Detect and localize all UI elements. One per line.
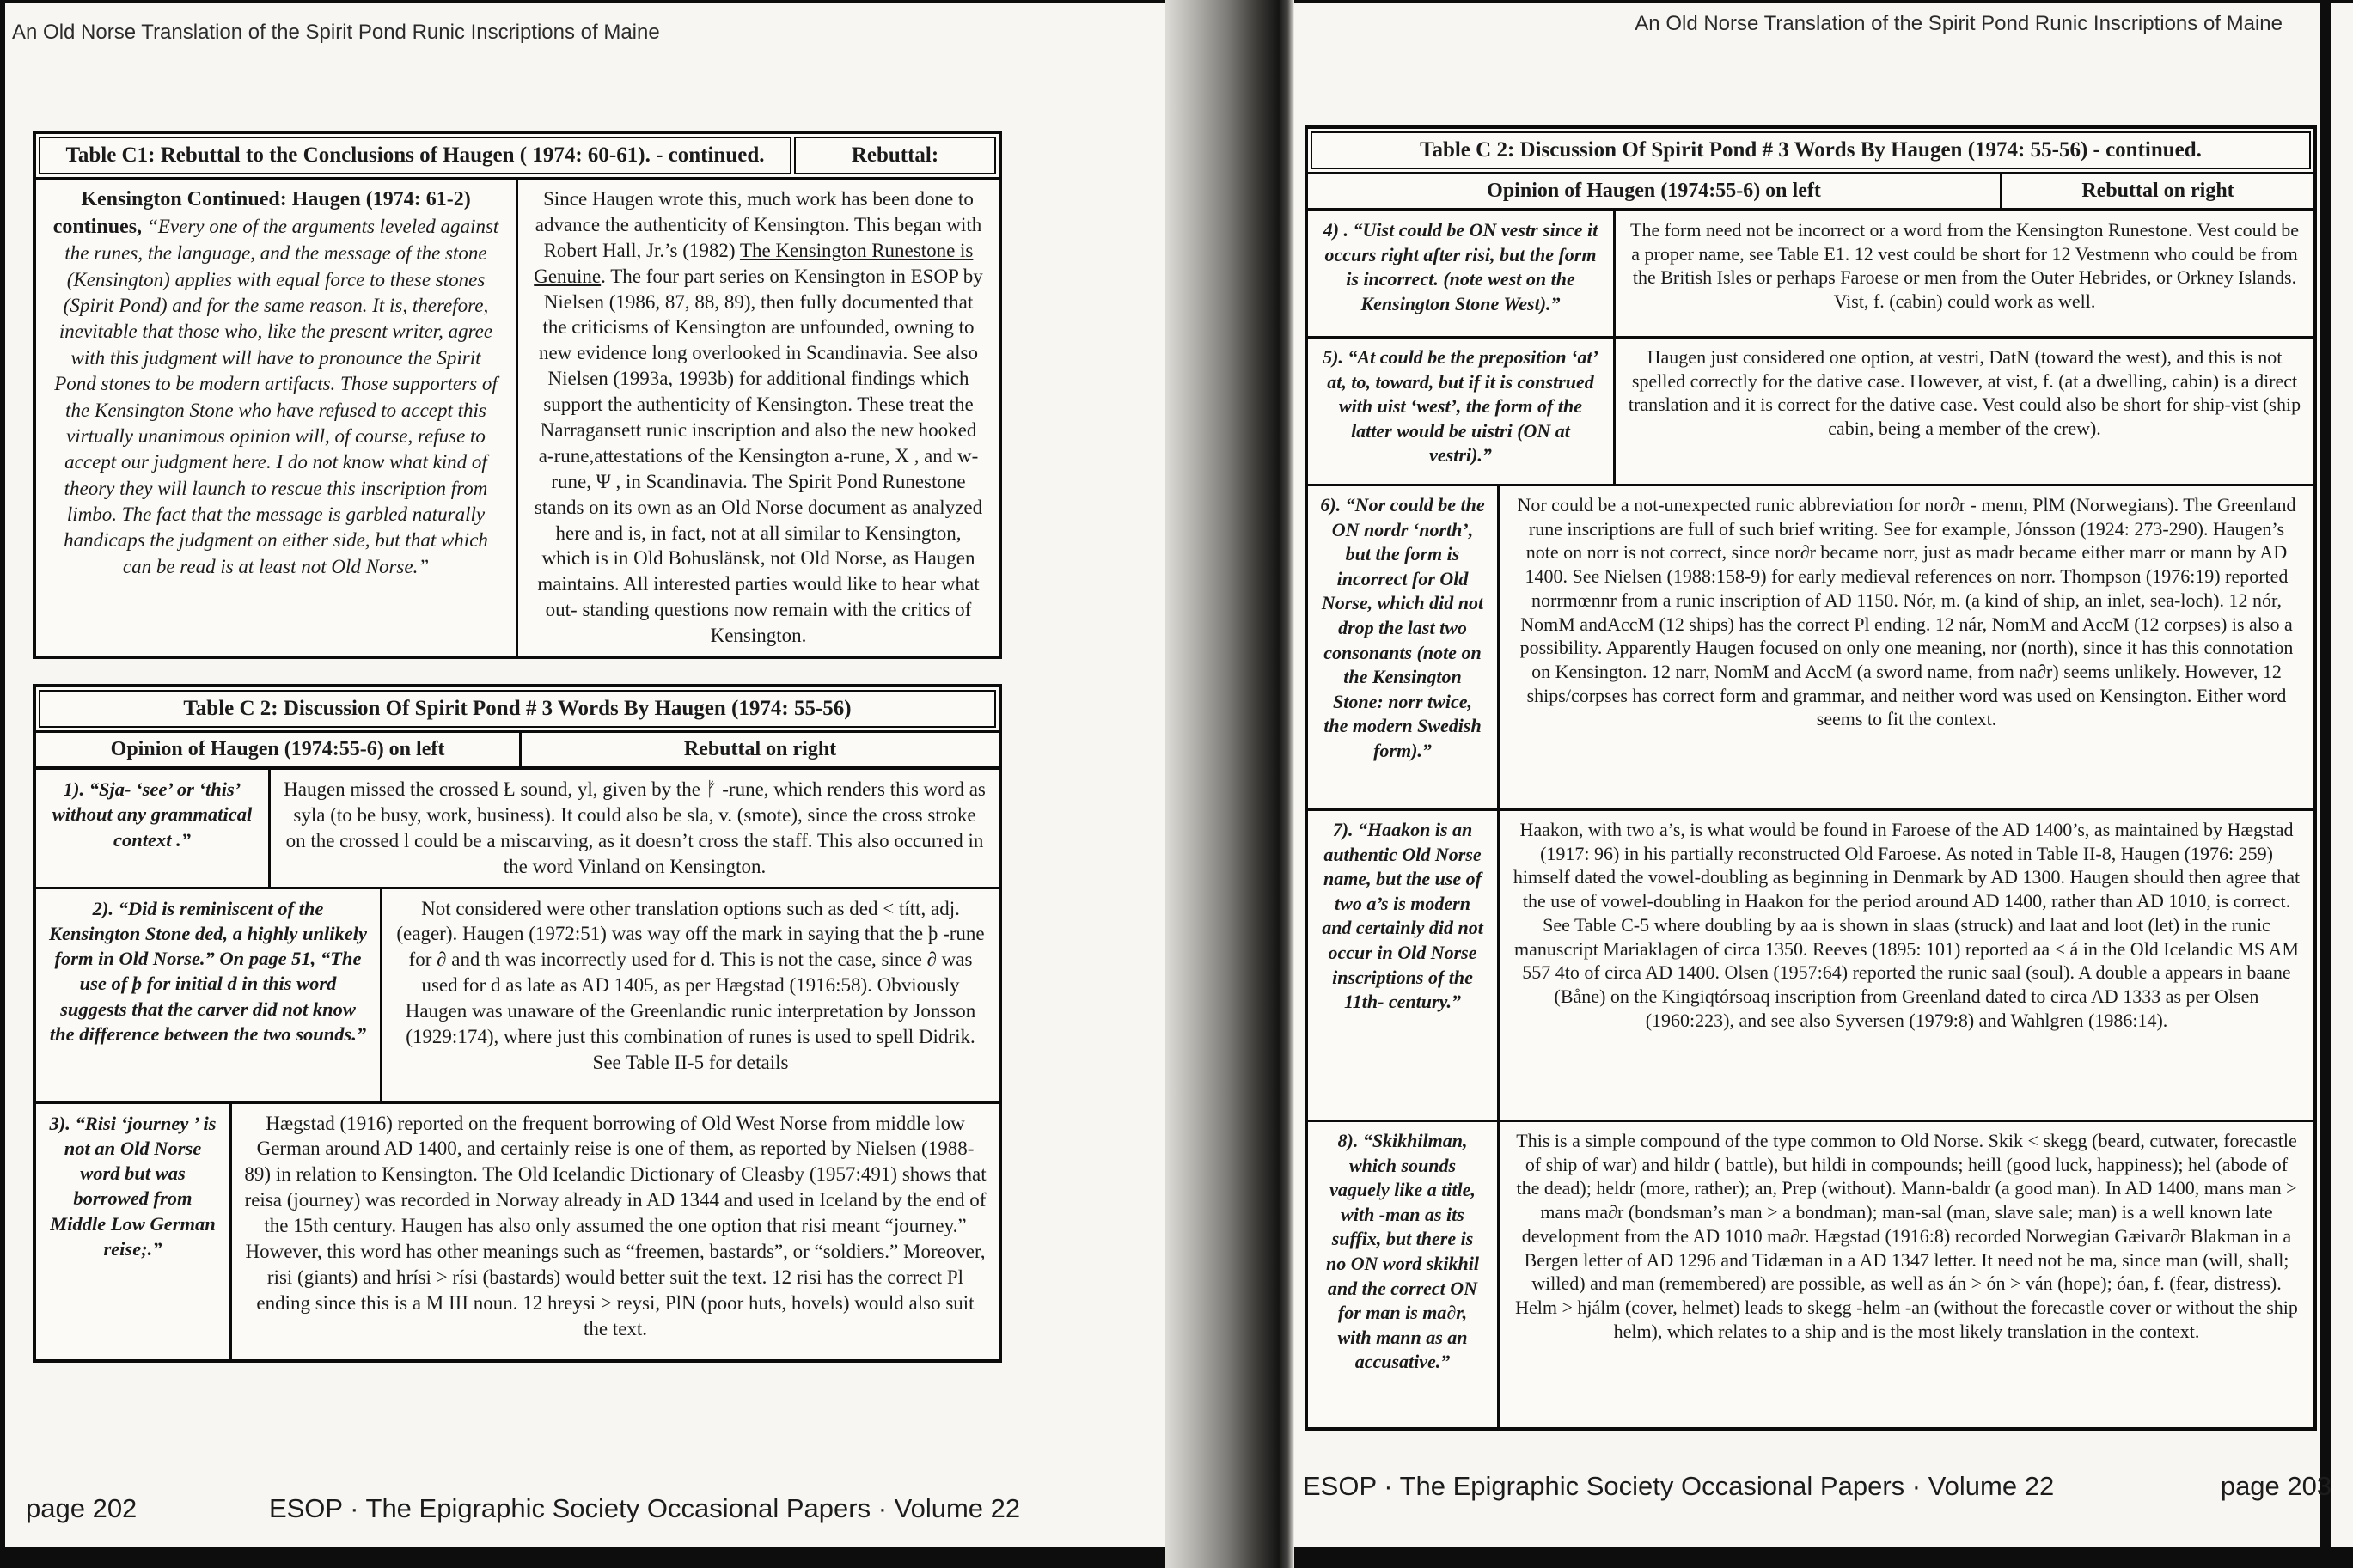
opinion-cell-5: 5). “At could be the preposition ‘at’ at, to, toward, but if it is construed with uist ‘west’, the form of the latter would be uistri (ON at vestri).” (1323, 346, 1598, 467)
opinion-cell-1: 1). “Sja- ‘see’ or ‘this’ without any grammatical context .” (52, 778, 253, 851)
table-c1-rebuttal-text-1: Since Haugen wrote this, much work has been done to advance the authenticity of Kensington. This began with Robert Hall, Jr.’s (1982) (535, 188, 982, 261)
opinion-cell-8: 8). “Skikhilman, which sounds vaguely like a title, with -man as its suffix, but there is no ON word skikhil and the correct ON for man is ma∂r, with mann as an accusative.” (1326, 1130, 1479, 1373)
running-head-right: An Old Norse Translation of the Spirit Pond Runic Inscriptions of Maine (1635, 12, 2283, 35)
opinion-cell-3: 3). “Risi ‘journey ’ is not an Old Norse word but was borrowed from Middle Low German reise;.” (49, 1112, 217, 1260)
table-row-1 (36, 770, 999, 887)
column-header-rebuttal: Rebuttal on right (519, 733, 999, 766)
rebuttal-cell-4: The form need not be incorrect or a word from the Kensington Runestone. Vest could be a proper name, see Table E1. 12 vest could be short for 12 Vestmenn who could be from the British Isles or perhaps Faroese or men from the Outer Hebrides, or Orkney Islands. Vist, f. (cabin) could work as well. (1613, 211, 2313, 336)
table-row-6 (1308, 484, 2313, 808)
table-c2-continued (1305, 125, 2317, 1431)
table-c2-left-subhead (36, 733, 999, 770)
table-c1-rebuttal-text-2: . The four part series on Kensington in ESOP by Nielsen (1986, 87, 88, 89), then fully documented that the criticisms of Kensington are unfounded, owning to new evidence long overlooked in Scandinavia. See also Nielsen (1993a, 1993b) for additional findings which support the authenticity of Kensington. These treat the Narragansett runic inscription and also the new hooked a-rune,attestations of the Kensington a-rune, X , and w-rune, Ψ , in Scandinavia. The Spirit Pond Runestone stands on its own as an Old Norse document as analyzed here and is, in fact, not at all similar to Kensington, which is in Old Bohuslänsk, not Old Norse, as Haugen maintains. All interested parties would like to hear what out- standing questions now remain with the critics of Kensington. (534, 265, 983, 647)
rebuttal-cell-6: Nor could be a not-unexpected runic abbreviation for nor∂r - menn, PlM (Norwegians). The Greenland rune inscriptions are full of such brief writing. See for example, Jónsson (1924: 273-290). Haugen’s note on norr is not correct, since nor∂r became norr, just as madr became either marr or mann by AD 1400. See Nielsen (1988:158-9) for early medieval references on norr. Thompson (1976:19) reported norrmœnnr from a runic inscription of AD 1150. Nór, m. (a kind of ship, an inlet, sea-loch). 12 nór, NomM andAccM (12 ships) has the correct Pl ending. 12 nár, NomM and AccM (12 corpses) is also a possibility. Apparently Haugen focused on only one meaning, nor (north), since it has this connotation on Kensington. 12 narr, NomM and AccM (a sword name, from na∂r) seems unlikely. However, 12 ships/corpses has correct form and grammar, and neither word was used on Kensington. Either word seems to fit the context. (1497, 486, 2313, 808)
rebuttal-cell-8: This is a simple compound of the type common to Old Norse. Skik < skegg (beard, cutwater, forecastle of ship of war) and hildr ( battle), but hildi in compounds; heill (good luck, happiness); hel (abode of the dead); heldr (more, rather); an, Prep (without). Mann-baldr (a good man). In AD 1400, mans man > mans ma∂r (bondsman’s man > a bondman); man-sal (man, slave sale; man) is a well known late development from the AD 1010 ma∂r. Hægstad (1916:8) recorded Norwegian Gæivar∂r Blakman in a Bergen letter of AD 1296 and Tidæman in a AD 1347 letter. It need not be ma, since man (will, shall; willed) and man (remembered) are possible, as well as án > ón > ván (hope); óan, f. (fear, distress). Helm > hjálm (cover, helmet) leads to skegg -helm -an (without the forecastle cover or without the ship helm), which relates to a ship and is the most likely translation in the context. (1497, 1122, 2313, 1427)
table-c1-rebuttal-cell (516, 180, 999, 656)
rebuttal-cell-2: Not considered were other translation options such as ded < títt, adj. (eager). Haugen (1972:51) was way off the mark in saying that the þ -rune for ∂ and th was incorrectly used for d. This is not the case, since ∂ was used for d as late as AD 1405, as per Hægstad (1916:58). Obviously Haugen was unaware of the Greenlandic runic interpretation by Jonsson (1929:174), where just this combination of runes is used to spell Didrik. See Table II-5 for details (380, 889, 999, 1101)
opinion-cell-6: 6). “Nor could be the ON nordr ‘north’, but the form is incorrect for Old Norse, which did not drop the last two consonants (note on the Kensington Stone: norr twice, the modern Swedish form).” (1320, 494, 1485, 761)
table-row-7 (1308, 808, 2313, 1120)
table-row-3 (36, 1101, 999, 1359)
table-c2-left-title: Table C 2: Discussion Of Spirit Pond # 3 Words By Haugen (1974: 55-56) (39, 690, 996, 728)
page-number-left: page 202 (26, 1493, 138, 1523)
running-head-left: An Old Norse Translation of the Spirit Pond Runic Inscriptions of Maine (12, 21, 660, 44)
table-row-5 (1308, 336, 2313, 484)
frame-left-edge (0, 0, 5, 1568)
rebuttal-cell-1: Haugen missed the crossed Ł sound, yl, given by the ᚠ -rune, which renders this word as syla (to be busy, work, business). It could also be sla, v. (smote), since the cross stroke on the crossed l could be a miscarving, as it doesn’t cross the staff. This also occurred in the word Vinland on Kensington. (268, 770, 999, 887)
rebuttal-cell-7: Haakon, with two a’s, is what would be found in Faroese of the AD 1400’s, as maintained by Hægstad (1917: 96) in his partially reconstructed Old Faroese. As noted in Table II-8, Haugen (1976: 259) himself dated the vowel-doubling as beginning in Denmark by AD 1300. Haugen should then agree that the use of vowel-doubling in Haakon for the period around AD 1400, rather than AD 1010, is correct. See Table C-5 where doubling by aa is shown in slaas (struck) and laat and loot (let) in the runic manuscript Mariaklagen of circa 1350. Reeves (1895: 101) reported aa < á in the Old Icelandic MS AM 557 4to of circa AD 1400. Olsen (1957:64) reported the runic saal (soul). A double a appears in baane (Båne) on the Kingiqtórsoaq inscription from Greenland dated to circa AD 1333 as per Olsen (1960:223), and see also Syversen (1979:8) and Wahlgren (1986:14). (1497, 811, 2313, 1120)
table-c1-underlined-book-title: The Kensington Runestone is Genuine (534, 239, 974, 287)
table-c1-rebuttal-label: Rebuttal: (794, 137, 996, 174)
table-c1-opinion-lead: Kensington Continued: Haugen (1974: 61-2) continues, (52, 188, 471, 238)
column-header-rebuttal-right-page: Rebuttal on right (2000, 174, 2313, 208)
table-row-4 (1308, 211, 2313, 336)
column-header-opinion: Opinion of Haugen (1974:55-6) on left (110, 738, 445, 760)
table-c1-title-row (36, 134, 999, 180)
rebuttal-cell-3: Hægstad (1916) reported on the frequent borrowing of Old West Norse from middle low German around AD 1400, and certainly reise is one of them, as reported by Nielsen (1988-89) in relation to Kensington. The Old Icelandic Dictionary of Cleasby (1957:491) shows that reisa (journey) was recorded in Norway already in AD 1344 and used in Iceland by the end of the 15th century. Haugen has also only assumed the one option that risi meant “journey.” However, this word has other meanings such as “freemen, bastards”, or “soldiers.” Moreover, risi (giants) and hrísi > rísi (bastards) would better suit the text. 12 risi has the correct Pl ending since this is a M III noun. 12 hreysi > reysi, PlN (poor huts, hovels) would also suit the text. (229, 1104, 999, 1359)
table-c1 (33, 131, 1002, 659)
footer-right (1303, 1471, 2332, 1502)
opinion-cell-2: 2). “Did is reminiscent of the Kensington Stone ded, a highly unlikely form in Old Norse.” On page 51, “The use of þ for initial d in this word suggests that the carver did not know the difference between the two sounds.” (48, 897, 368, 1045)
page-right-edge-line (2320, 0, 2331, 1568)
table-c1-body-row (36, 180, 999, 656)
opinion-cell-4: 4) . “Uist could be ON vestr since it occurs right after risi, but the form is incorrect. (note west on the Kensington Stone West).” (1323, 219, 1598, 314)
page-number-right: page 203 (2220, 1471, 2332, 1501)
journal-title-left: ESOP · The Epigraphic Society Occasional Papers · Volume 22 (268, 1493, 1021, 1523)
table-row-8 (1308, 1120, 2313, 1427)
table-c2-left (33, 684, 1002, 1363)
footer-left (26, 1493, 1020, 1524)
table-c2-left-title-row (36, 687, 999, 733)
table-c1-opinion-cell (36, 180, 516, 656)
table-row-2 (36, 887, 999, 1101)
table-c2-cont-title: Table C 2: Discussion Of Spirit Pond # 3 Words By Haugen (1974: 55-56) - continued. (1311, 131, 2311, 169)
table-c1-opinion-quote: “Every one of the arguments leveled against the runes, the language, and the message of the stone (Kensington) applies with equal force to these stones (Spirit Pond) and for the same reason. It is, therefore, inevitable that those who, like the present writer, agree with this judgment will have to pronounce the Spirit Pond stones to be modern artifacts. Those supporters of the Kensington Stone who have refused to accept this virtually unanimous opinion will, of course, refuse to accept our judgment here. I do not know what kind of theory they will launch to rescue this inscription from limbo. The fact that the message is garbled naturally handicaps the judgment on either side, but that which can be read is at least not Old Norse.” (54, 215, 499, 577)
journal-title-right: ESOP · The Epigraphic Society Occasional Papers · Volume 22 (1303, 1471, 2055, 1501)
column-header-opinion-right-page: Opinion of Haugen (1974:55-6) on left (1487, 180, 1821, 202)
table-c2-cont-title-row (1308, 129, 2313, 174)
table-c2-cont-subhead (1308, 174, 2313, 211)
table-c1-title: Table C1: Rebuttal to the Conclusions of Haugen ( 1974: 60-61). - continued. (39, 137, 791, 174)
book-gutter (1165, 0, 1294, 1568)
opinion-cell-7: 7). “Haakon is an authentic Old Norse name, but the use of two a’s is modern and certainly did not occur in Old Norse inscriptions of the 11th- century.” (1322, 819, 1483, 1013)
rebuttal-cell-5: Haugen just considered one option, at vestri, DatN (toward the west), and this is not spelled correctly for the dative case. However, at vist, f. (at a dwelling, cabin) is a direct translation and it is correct for the dative case. Vest could also be short for ship-vist (ship cabin, being a member of the crew). (1613, 339, 2313, 484)
